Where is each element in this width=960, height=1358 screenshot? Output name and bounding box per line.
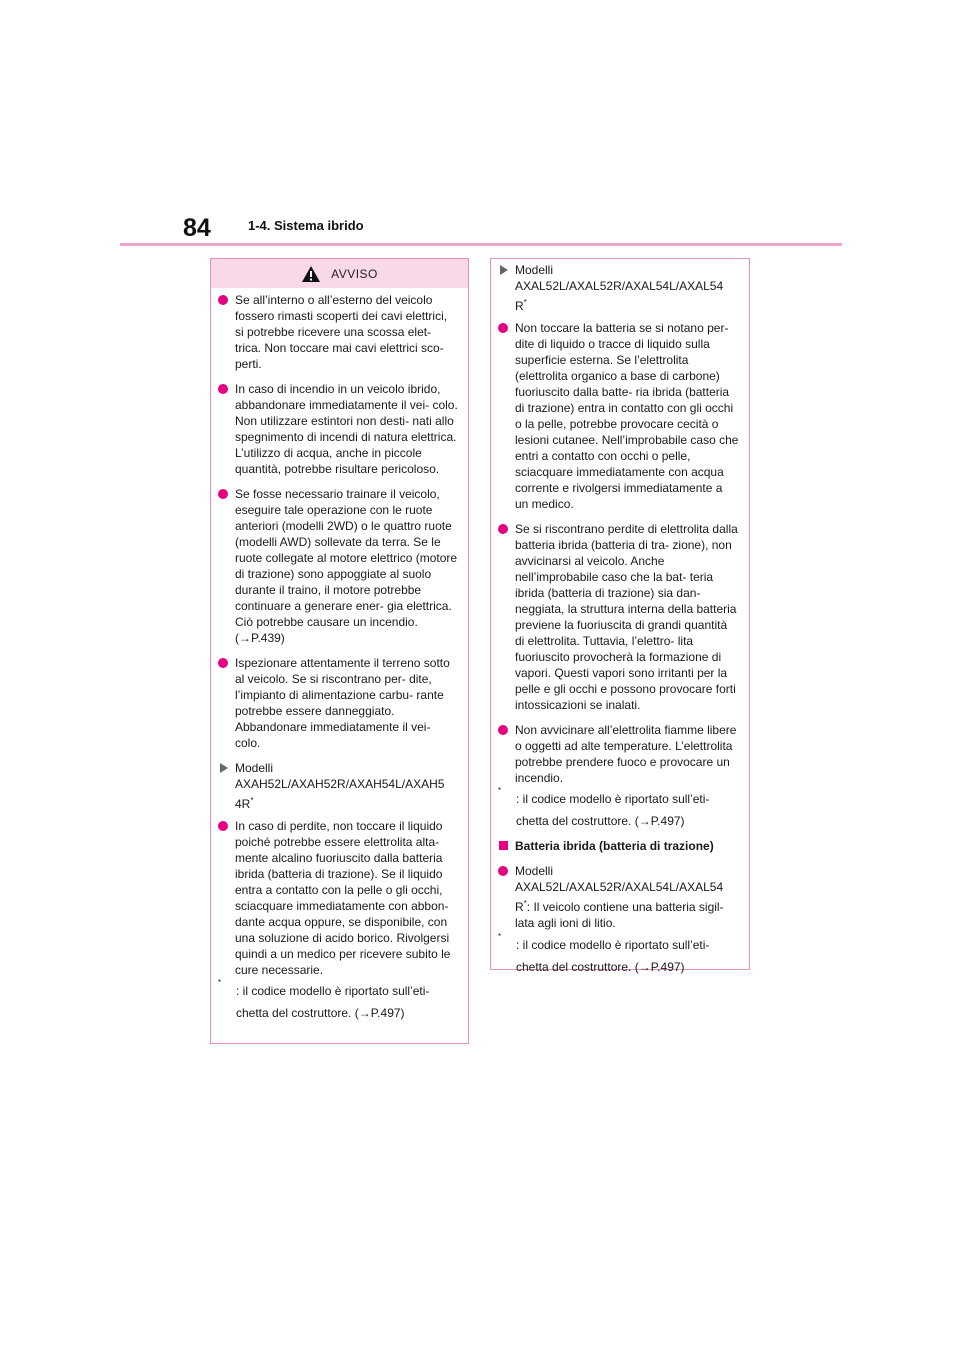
list-item-text: Se all’interno o all’esterno del veicolo fossero rimasti scoperti dei cavi elettrici, si potrebbe ricevere una scossa elet- trica. Non toccare mai cavi elettrici sco- perti. bbox=[235, 293, 448, 371]
bullet-icon bbox=[498, 524, 508, 534]
list-item-text: Se si riscontrano perdite di elettrolita dalla batteria ibrida (batteria di tra- zione), non avvicinarsi al veicolo. Anche nell’improbabile caso che la bat- teria ibrida (batteria di trazione) sia dan- neggiata, la struttura interna della batteria previene la fuoriuscita di grandi quantità di elettrolita. Tuttavia, l’elettro- lita fuoriuscito provocherà la formazione di vapori. Questi vapori sono irritanti per la pelle e gli occhi e possono provocare forti intossicazioni se inalati. bbox=[515, 522, 738, 712]
bullet-icon bbox=[218, 489, 228, 499]
footnote-mark: * bbox=[523, 899, 527, 908]
footnote-mark: * bbox=[523, 298, 527, 307]
warning-triangle-icon bbox=[301, 265, 321, 283]
list-item bbox=[218, 818, 458, 978]
list-item-text: Ispezionare attentamente il terreno sotto al veicolo. Se si riscontrano per- dite, l’impianto di alimentazione carbu- rante potrebbe essere danneggiato. Abbandonare immediatamente il vei- colo. bbox=[235, 656, 450, 750]
models-heading bbox=[498, 262, 739, 314]
battery-heading-text: Batteria ibrida (batteria di trazione) bbox=[515, 839, 714, 853]
page-number: 84 bbox=[183, 214, 211, 242]
footnote-text: : il codice modello è riportato sull’eti- bbox=[516, 938, 710, 952]
header-rule bbox=[120, 243, 842, 246]
list-item-text: In caso di perdite, non toccare il liquido poiché potrebbe essere elettrolita alta- mente alcalino fuoriuscito dalla batteria ibrida (batteria di trazione). Se il liquido entra a contatto con la pelle o gli occhi, sciacquare immediatamente con abbon- dante acqua oppure, se disponibile, con una soluzione di acido borico. Rivolgersi quindi a un medico per ricevere subito le cure necessarie. bbox=[235, 819, 451, 977]
models-label: Modelli bbox=[515, 263, 554, 277]
models-codes-end bbox=[515, 298, 739, 314]
models-codes-end bbox=[235, 796, 458, 812]
list-item-text: Non avvicinare all’elettrolita fiamme libere o oggetti ad alte temperature. L’elettrolita potrebbe prendere fuoco e provocare un incendio. bbox=[515, 723, 737, 785]
warning-header bbox=[211, 259, 468, 288]
footnote: * : il codice modello è riportato sull’eti- chetta del costruttore. (→P.497) bbox=[498, 937, 739, 975]
list-item bbox=[498, 521, 739, 713]
models-heading bbox=[218, 760, 458, 812]
bullet-icon bbox=[498, 866, 508, 876]
list-item bbox=[218, 292, 458, 372]
list-item bbox=[498, 320, 739, 512]
battery-heading bbox=[498, 838, 739, 854]
list-item bbox=[218, 655, 458, 751]
list-item bbox=[498, 863, 739, 931]
bullet-icon bbox=[218, 658, 228, 668]
battery-description-text: : Il veicolo contiene una batteria sigil- lata agli ioni di litio. bbox=[515, 900, 724, 930]
models-codes-tail: R bbox=[515, 900, 524, 914]
list-item bbox=[218, 381, 458, 477]
bullet-icon bbox=[498, 725, 508, 735]
footnote-text: chetta del costruttore. (→P.497) bbox=[516, 814, 685, 828]
square-bullet-icon bbox=[499, 841, 508, 850]
bullet-icon bbox=[218, 384, 228, 394]
models-codes: AXAL52L/AXAL52R/AXAL54L/AXAL54 bbox=[515, 279, 724, 293]
models-codes-tail: R bbox=[515, 299, 524, 313]
footnote: * : il codice modello è riportato sull’eti- chetta del costruttore. (→P.497) bbox=[498, 791, 739, 829]
arrow-right-icon bbox=[219, 762, 229, 774]
list-item-text: In caso di incendio in un veicolo ibrido, abbandonare immediatamente il vei- colo. Non utilizzare estintori non desti- nati allo spegnimento di incendi di natura elettrica. L’utilizzo di acqua, anche in piccole quantità, potrebbe risultare pericoloso. bbox=[235, 382, 458, 476]
list-item bbox=[498, 722, 739, 786]
warning-title: AVVISO bbox=[331, 266, 378, 281]
models-codes: AXAH52L/AXAH52R/AXAH54L/AXAH5 bbox=[235, 777, 445, 791]
warning-box-continued bbox=[490, 258, 750, 974]
models-label: Modelli bbox=[235, 761, 274, 775]
warning-box bbox=[210, 258, 469, 1044]
models-label: Modelli bbox=[515, 864, 554, 878]
models-codes-tail: 4R bbox=[235, 797, 251, 811]
battery-description bbox=[515, 899, 739, 931]
list-item-text: Non toccare la batteria se si notano per- dite di liquido o tracce di liquido sulla superficie esterna. Se l’elettrolita (elettrolita organico a base di carbone) fuoriuscito dalla batte- ria ibrida (batteria di trazione) entra in contatto con gli occhi o la pelle, potrebbe provocare cecità o lesioni cutanee. Nell’improbabile caso che entri a contatto con occhi o pelle, sciacquare immediatamente con acqua corrente e rivolgersi immediatamente a un medico. bbox=[515, 321, 739, 511]
footnote-text: : il codice modello è riportato sull’eti- bbox=[236, 984, 430, 998]
footnote-text: : il codice modello è riportato sull’eti- bbox=[516, 792, 710, 806]
list-item bbox=[218, 486, 458, 646]
section-title: 1-4. Sistema ibrido bbox=[248, 218, 364, 233]
models-codes: AXAL52L/AXAL52R/AXAL54L/AXAL54 bbox=[515, 880, 724, 894]
bullet-icon bbox=[498, 323, 508, 333]
footnote-text: chetta del costruttore. (→P.497) bbox=[516, 960, 685, 974]
list-item-text: Se fosse necessario trainare il veicolo, eseguire tale operazione con le ruote anteriori (modelli 2WD) o le quattro ruote (modelli AWD) sollevate da terra. Se le ruote collegate al motore elettrico (motore di trazione) sono appoggiate al suolo durante il traino, il motore potrebbe continuare a generare ener- gia elettrica. Ciò potrebbe causare un incendio. (→P.439) bbox=[235, 487, 458, 645]
footnote: * : il codice modello è riportato sull’eti- chetta del costruttore. (→P.497) bbox=[218, 983, 458, 1021]
warning-content bbox=[491, 259, 749, 975]
bullet-icon bbox=[218, 295, 228, 305]
bullet-icon bbox=[218, 821, 228, 831]
footnote-mark: * bbox=[250, 796, 254, 805]
warning-content bbox=[211, 288, 468, 1021]
footnote-text: chetta del costruttore. (→P.497) bbox=[236, 1006, 405, 1020]
arrow-right-icon bbox=[499, 264, 509, 276]
